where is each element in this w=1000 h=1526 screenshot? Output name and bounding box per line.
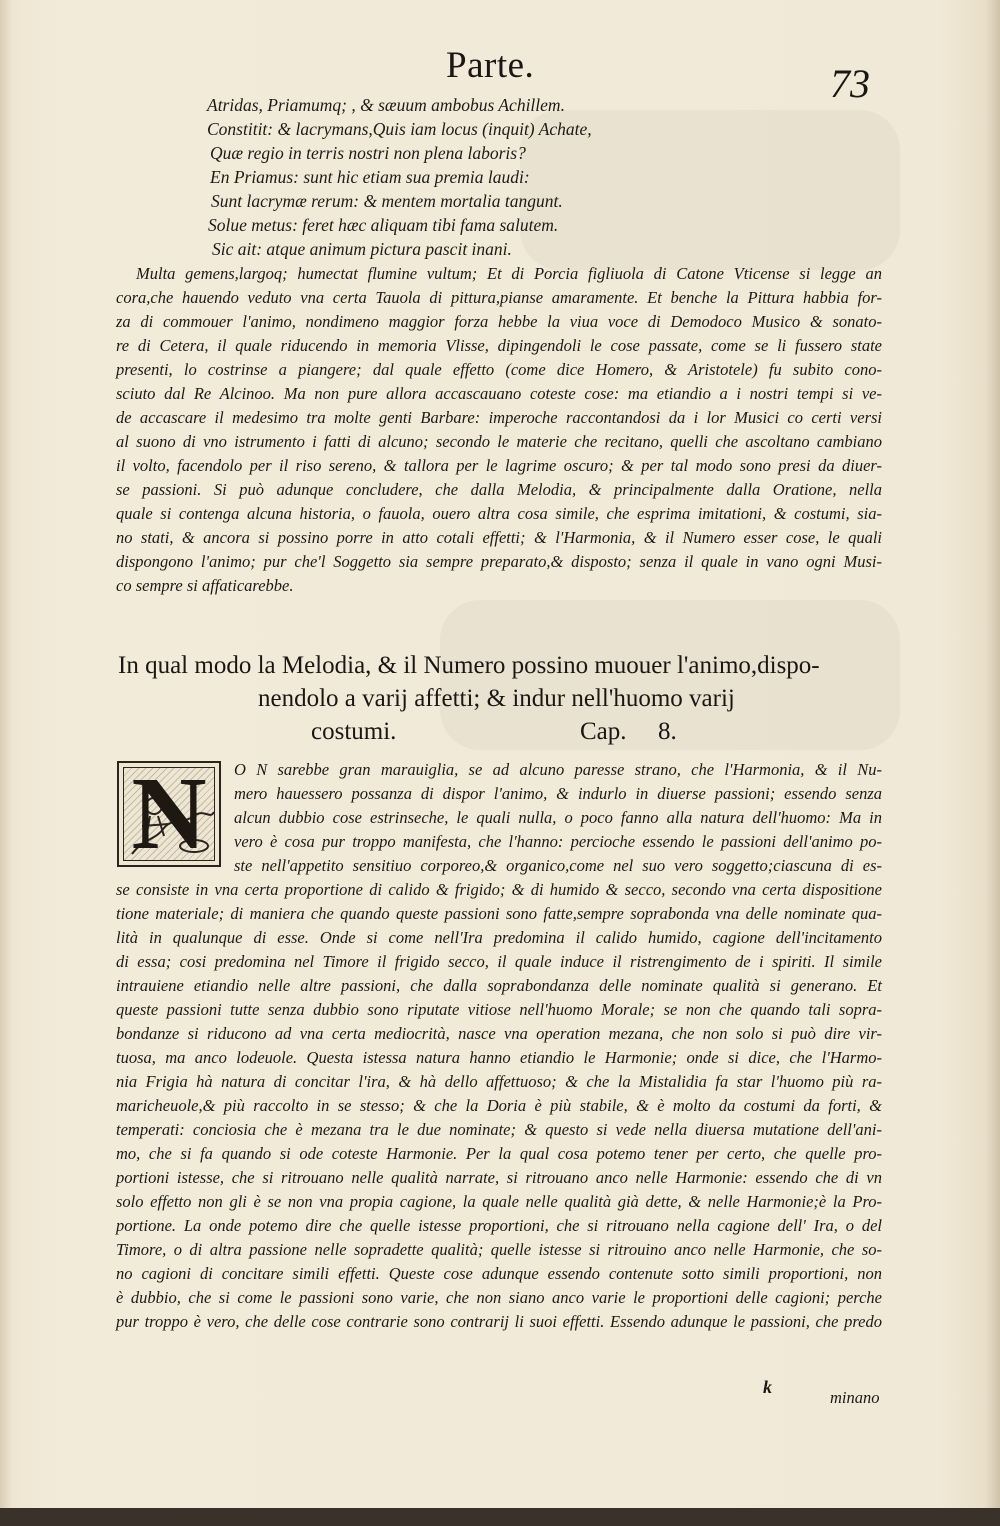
- text-line: tione materiale; di maniera che quando queste passioni sono fatte,sempre soprabonda vna delle nominate qua-: [116, 904, 882, 923]
- text-line: se consiste in vna certa proportione di calido & frigido; & di humido & secco, secondo vna certa dispositione: [116, 880, 882, 899]
- verse-line: Atridas, Priamumq; , & sæuum ambobus Achillem.: [207, 95, 565, 115]
- running-head: Parte.: [446, 45, 535, 86]
- text-line: portioni istesse, che si ritrouano nelle qualità narrate, si ritrouano anco nelle Harmonie: essendo che di vn: [116, 1168, 882, 1187]
- text-line: sciuto dal Re Alcinoo. Ma non pure allora accascauano coteste cose: ma etiandio a i nostri tempi si ve-: [116, 384, 882, 403]
- text-line: no cagioni di concitare simili effetti. Queste cose adunque essendo contenute sotto simili proportioni, non: [116, 1264, 882, 1283]
- text-line: intrauiene etiandio nelle altre passioni, che dalla soprabondanza delle nominate qualità si generano. Et: [116, 976, 882, 995]
- text-line: de accascare il medesimo tra molte genti Barbare: imperoche raccontandosi da i lor Musici co certi versi: [116, 408, 882, 427]
- heading-line: In qual modo la Melodia, & il Numero possino muouer l'animo,dispo-: [118, 652, 820, 679]
- text-line: al suono di vno istrumento i fatti di alcuno; secondo le materie che recitano, quelli che ascoltano cambiano: [116, 432, 882, 451]
- text-line: pur troppo è vero, che delle cose contrarie sono contrarij li suoi effetti. Essendo adunque le passioni, che predo: [116, 1312, 882, 1331]
- initial-letter: N: [131, 767, 207, 861]
- text-line: no stati, & ancora si possino porre in atto cotali effetti; & l'Harmonia, & il Numero esser cose, le quali: [116, 528, 882, 547]
- verse-line: Sunt lacrymæ rerum: & mentem mortalia tangunt.: [211, 191, 563, 211]
- heading-line: nendolo a varij affetti; & indur nell'huomo varij: [258, 685, 735, 712]
- text-line: quale si contenga alcuna historia, o fauola, ouero altra cosa simile, che esprima imitationi, & costumi, sia-: [116, 504, 882, 523]
- text-line: presenti, lo costrinse a piangere; dal quale effetto (come dice Homero, & Aristotele) fu subito cono-: [116, 360, 882, 379]
- text-line: nia Frigia hà natura di concitar l'ira, & hà dello affettuoso; & che la Mistalidia fa star l'huomo più ra-: [116, 1072, 882, 1091]
- chapter-label: Cap.: [580, 718, 627, 745]
- initial-woodcut-frame: [123, 767, 215, 861]
- verse-line: En Priamus: sunt hic etiam sua premia laudi:: [210, 167, 530, 187]
- text-line: Timore, o di altra passione nelle sopradette qualità; quelle istesse si ritrouino anco nelle Harmonie, che so-: [116, 1240, 882, 1259]
- verse-line: Quæ regio in terris nostri non plena laboris?: [210, 143, 526, 163]
- text-line: co sempre si affaticarebbe.: [116, 576, 294, 595]
- chapter-number: 8.: [658, 718, 677, 745]
- text-line: cora,che hauendo veduto vna certa Tauola di pittura,pianse amaramente. Et benche la Pittura habbia for-: [116, 288, 882, 307]
- text-line: se passioni. Si può adunque concludere, che dalla Melodia, & principalmente dalla Oratione, nella: [116, 480, 882, 499]
- text-line: queste passioni tutte senza dubbio sono riputate vitiose nell'huomo Morale; se non che quando tali sopra-: [116, 1000, 882, 1019]
- text-line: mo, che si fa quando si ode coteste Harmonie. Per la qual cosa potemo tener per certo, che quelle pro-: [116, 1144, 882, 1163]
- text-line: bondanze si riducono ad vna certa mediocrità, nasce vna operation mezana, che non solo si può dire vir-: [116, 1024, 882, 1043]
- text-line: Multa gemens,largoq; humectat flumine vultum; Et di Porcia figliuola di Catone Vticense si legge an: [136, 264, 882, 283]
- text-line: solo effetto non gli è se non vna propia cagione, la quale nelle qualità già dette, & nelle Harmonie;è la Pro-: [116, 1192, 882, 1211]
- page-number: 73: [830, 61, 870, 106]
- verse-line: Sic ait: atque animum pictura pascit inani.: [212, 239, 512, 259]
- signature-mark: k: [763, 1377, 772, 1397]
- page-bottom-edge: [0, 1508, 1000, 1526]
- text-line: mero hauessero possanza di dispor l'animo, & indurlo in diuerse passioni; essendo senza: [234, 784, 882, 803]
- verse-line: Solue metus: feret hæc aliquam tibi fama salutem.: [208, 215, 559, 235]
- text-line: O N sarebbe gran marauiglia, se ad alcuno paresse strano, che l'Harmonia, & il Nu-: [234, 760, 882, 779]
- verse-line: Constitit: & lacrymans,Quis iam locus (inquit) Achate,: [207, 119, 592, 139]
- heading-line: costumi.: [311, 718, 397, 745]
- text-line: re di Cetera, il quale riducendo in memoria Vlisse, dipingendoli le cose passate, come se li fussero state: [116, 336, 882, 355]
- text-line: maricheuole,& più raccolto in se stesso; & che la Doria è più stabile, & è molto da costumi da forti, &: [116, 1096, 882, 1115]
- text-line: portione. La onde potemo dire che quelle istesse proportioni, che si ritrouano nella cagione dell' Ira, o del: [116, 1216, 882, 1235]
- text-line: vero è cosa pur troppo manifesta, che l'hanno: percioche essendo le passioni dell'animo po-: [234, 832, 882, 851]
- text-line: alcun dubbio cose estrinseche, le quali nulla, o poco fanno alla natura dell'huomo: Ma in: [234, 808, 882, 827]
- text-line: lità in qualunque di esse. Onde si come nell'Ira predomina il calido humido, cagione dell'incitamento: [116, 928, 882, 947]
- text-line: temperati: conciosia che è mezana tra le due nominate; & questo si vede nella diuersa mutatione dell'ani-: [116, 1120, 882, 1139]
- text-line: il volto, facendolo per il riso sereno, & tallora per le lagrime oscuro; & per tal modo sono presi da diuer-: [116, 456, 882, 475]
- catchword: minano: [830, 1388, 880, 1407]
- text-line: è dubbio, che si come le passioni sono varie, che non siano anco varie le proportioni delle cagioni; perche: [116, 1288, 882, 1307]
- text-line: za di commouer l'animo, nondimeno maggior forza hebbe la viua voce di Demodoco Musico & sonato-: [116, 312, 882, 331]
- text-line: dispongono l'animo; pur che'l Soggetto sia sempre preparato,& disposto; senza il quale in vano ogni Musi-: [116, 552, 882, 571]
- text-line: di essa; cosi predomina nel Timore il frigido secco, il quale induce il ristrengimento de i spiriti. Il simile: [116, 952, 882, 971]
- text-line: tuosa, ma anco lodeuole. Questa istessa natura hanno etiandio le Harmonie; onde si dice, che l'Harmo-: [116, 1048, 882, 1067]
- decorated-initial: [117, 761, 221, 867]
- text-line: ste nell'appetito sensitiuo corporeo,& organico,come nel suo vero soggetto;ciascuna di es-: [234, 856, 882, 875]
